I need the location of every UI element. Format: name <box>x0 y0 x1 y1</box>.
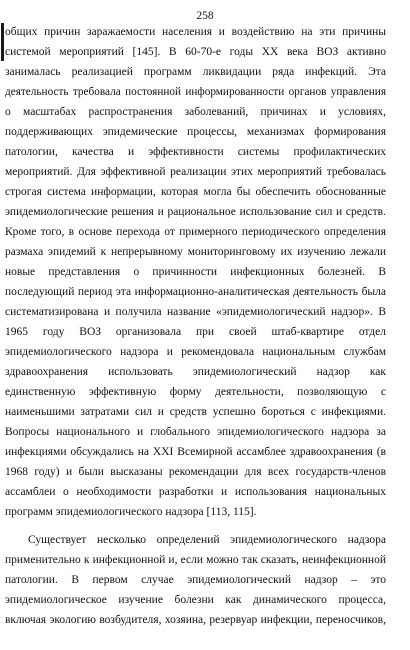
text-line: о масштабах распространения заболеваний, причинах и условиях, <box>5 106 386 118</box>
text-line: эпидемиологического надзора и рекомендовала национальным службам <box>5 346 386 358</box>
text-line: Вопросы национального и глобального эпидемиологического надзора за <box>5 426 386 438</box>
text-line: занималась реализацией программ ликвидации ряда инфекций. Эта <box>5 66 386 78</box>
text-line: поддерживающих эпидемические процессы, механизмах формирования <box>5 126 386 138</box>
scan-margin-mark <box>1 23 4 61</box>
text-line: последующий период эта информационно-аналитическая деятельность была <box>5 286 386 298</box>
text-line: мероприятий. Для эффективной реализации этих мероприятий требовалась <box>5 166 386 178</box>
text-line: деятельность требовала постоянной информированности органов управления <box>5 86 386 98</box>
text-line: общих причин заражаемости населения и воздействию на эти причины <box>5 26 386 38</box>
text-line: новые представления о причинности инфекционных болезней. В <box>5 266 386 278</box>
text-line: 1968 году) и были высказаны рекомендации для всех государств-членов <box>5 466 386 478</box>
text-line: наименьшими затратами сил и средств успешно бороться с инфекциями. <box>5 406 386 418</box>
text-line: программ эпидемиологического надзора [113, 115]. <box>5 506 257 518</box>
page-number: 258 <box>196 10 214 22</box>
text-line: ассамблеи о необходимости разработки и использования национальных <box>5 486 386 498</box>
text-line: единственную эффективную форму деятельности, позволяющую с <box>5 386 386 398</box>
text-line: Существует несколько определений эпидемиологического надзора <box>28 534 386 546</box>
text-line: размаха эпидемий к непрерывному мониторинговому их изучению лежали <box>5 246 386 258</box>
text-line: применительно к инфекционной и, если можно так сказать, неинфекционной <box>5 554 386 566</box>
text-line: эпидемиологические решения и рациональное использование сил и средств. <box>5 206 386 218</box>
text-line: инфекциями обсуждались на XXI Всемирной ассамблее здравоохранения (в <box>5 446 386 458</box>
text-line: включая экологию возбудителя, хозяина, резервуар инфекции, переносчиков, <box>5 614 386 626</box>
text-line: строгая система информации, которая могла бы обеспечить обоснованные <box>5 186 386 198</box>
text-line: патологии. В первом случае эпидемиологический надзор – это <box>5 574 386 586</box>
text-line: системой мероприятий [145]. В 60-70-е годы XX века ВОЗ активно <box>5 46 386 58</box>
text-line: 1965 году ВОЗ организовала при своей штаб-квартире отдел <box>5 326 386 338</box>
text-line: Кроме того, в основе перехода от примерного периодического определения <box>5 226 386 238</box>
text-line: систематизирована и получила название «эпидемиологический надзор». В <box>5 306 386 318</box>
text-line: здравоохранения использовать эпидемиологический надзор как <box>5 366 386 378</box>
text-line: эпидемиологическое изучение болезни как динамического процесса, <box>5 594 386 606</box>
text-line: патологии, качества и эффективности системы профилактических <box>5 146 386 158</box>
